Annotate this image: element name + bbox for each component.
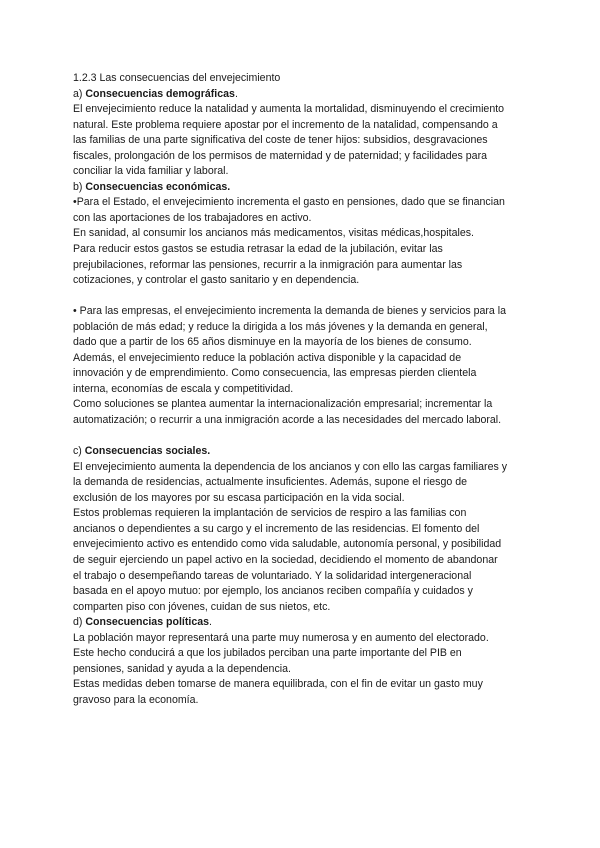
paragraph-line: la demanda de residencias, actualmente insuficientes. Además, supone el riesgo de bbox=[73, 476, 467, 489]
heading-prefix: d) bbox=[73, 616, 86, 629]
paragraph-line: interna, economías de escala y competitividad. bbox=[73, 382, 294, 395]
paragraph-line: Estos problemas requieren la implantación de servicios de respiro a las familias con bbox=[73, 507, 467, 520]
heading-suffix: . bbox=[234, 87, 238, 100]
paragraph-line: de seguir ejerciendo un papel activo en la sociedad, decidiendo el momento de abandonar bbox=[73, 553, 498, 566]
heading-demograficas bbox=[73, 87, 533, 103]
paragraph-line: natural. Este problema requiere apostar por el incremento de la natalidad, compensando a bbox=[73, 118, 498, 131]
paragraph-line: Además, el envejecimiento reduce la población activa disponible y la capacidad de bbox=[73, 351, 462, 364]
heading-title: Consecuencias sociales. bbox=[84, 445, 211, 458]
paragraph-line: dado que a partir de los 65 años disminuye en la mayoría de los bienes de consumo. bbox=[73, 336, 472, 349]
paragraph-line: comparten piso con jóvenes, cuidan de sus nietos, etc. bbox=[73, 600, 331, 613]
paragraph-line: cotizaciones, y controlar el gasto sanitario y en dependencia. bbox=[73, 274, 360, 287]
heading-sociales bbox=[73, 444, 533, 460]
paragraph-line: envejecimiento activo es entendido como vida saludable, autonomía personal, y posibilidad bbox=[73, 538, 502, 551]
heading-title: Consecuencias políticas bbox=[85, 616, 210, 629]
paragraph-line: Como soluciones se plantea aumentar la internacionalización empresarial; incrementar la bbox=[73, 398, 493, 411]
paragraph-line: el trabajo o desempeñando tareas de voluntariado. Y la solidaridad intergeneracional bbox=[73, 569, 472, 582]
heading-prefix: c) bbox=[73, 445, 85, 458]
paragraph-line: • Para las empresas, el envejecimiento incrementa la demanda de bienes y servicios para la bbox=[73, 305, 506, 318]
document-page bbox=[73, 71, 533, 708]
paragraph-line: fiscales, prolongación de los permisos de maternidad y de paternidad; y facilidades para bbox=[73, 149, 487, 162]
paragraph-line: prejubilaciones, reformar las pensiones, recurrir a la inmigración para aumentar las bbox=[73, 258, 463, 271]
paragraph-line: exclusión de los mayores por su escasa participación en la vida social. bbox=[73, 491, 405, 504]
paragraph-line: con las aportaciones de los trabajadores en activo. bbox=[73, 211, 312, 224]
section-heading: 1.2.3 Las consecuencias del envejecimiento bbox=[73, 72, 281, 84]
paragraph-line: Para reducir estos gastos se estudia retrasar la edad de la jubilación, evitar las bbox=[73, 243, 443, 256]
heading-politicas bbox=[73, 615, 533, 631]
paragraph-spacer bbox=[73, 429, 533, 445]
heading-economicas bbox=[73, 180, 533, 196]
paragraph-line: Este hecho conducirá a que los jubilados perciban una parte importante del PIB en bbox=[73, 647, 462, 660]
heading-prefix: a) bbox=[73, 87, 86, 100]
heading-title: Consecuencias demográficas bbox=[85, 87, 235, 100]
paragraph-line: las familias de una parte significativa del coste de tener hijos: subsidios, desgravaciones bbox=[73, 134, 488, 147]
paragraph-line: innovación y de emprendimiento. Como consecuencia, las empresas pierden clientela bbox=[73, 367, 477, 380]
paragraph-line: automatización; o recurrir a una inmigración acorde a las necesidades del mercado laboral. bbox=[73, 414, 502, 427]
paragraph-line: basada en el apoyo mutuo: por ejemplo, los ancianos reciben compañía y cuidados y bbox=[73, 585, 473, 598]
paragraph-line: El envejecimiento reduce la natalidad y aumenta la mortalidad, disminuyendo el crecimiento bbox=[73, 103, 505, 116]
paragraph-line: ancianos o dependientes a su cargo y el incremento de las residencias. El fomento del bbox=[73, 522, 480, 535]
paragraph-line: pensiones, sanidad y ayuda a la dependencia. bbox=[73, 662, 291, 675]
paragraph-line: La población mayor representará una parte muy numerosa y en aumento del electorado. bbox=[73, 631, 489, 644]
paragraph-line: conciliar la vida familiar y laboral. bbox=[73, 165, 229, 178]
heading-prefix: b) bbox=[73, 180, 86, 193]
paragraph-line: Estas medidas deben tomarse de manera equilibrada, con el fin de evitar un gasto muy bbox=[73, 678, 483, 691]
paragraph-line: •Para el Estado, el envejecimiento incrementa el gasto en pensiones, dado que se financian bbox=[73, 196, 505, 209]
paragraph-line: población de más edad; y reduce la dirigida a los más jóvenes y la demanda en general, bbox=[73, 320, 488, 333]
paragraph-line: En sanidad, al consumir los ancianos más medicamentos, visitas médicas,hospitales. bbox=[73, 227, 474, 240]
heading-suffix: . bbox=[209, 616, 212, 629]
paragraph-line: gravoso para la economía. bbox=[73, 693, 199, 706]
paragraph-spacer bbox=[73, 289, 533, 305]
paragraph-line: El envejecimiento aumenta la dependencia de los ancianos y con ello las cargas familiares y bbox=[73, 460, 508, 473]
heading-title: Consecuencias económicas. bbox=[85, 180, 231, 193]
